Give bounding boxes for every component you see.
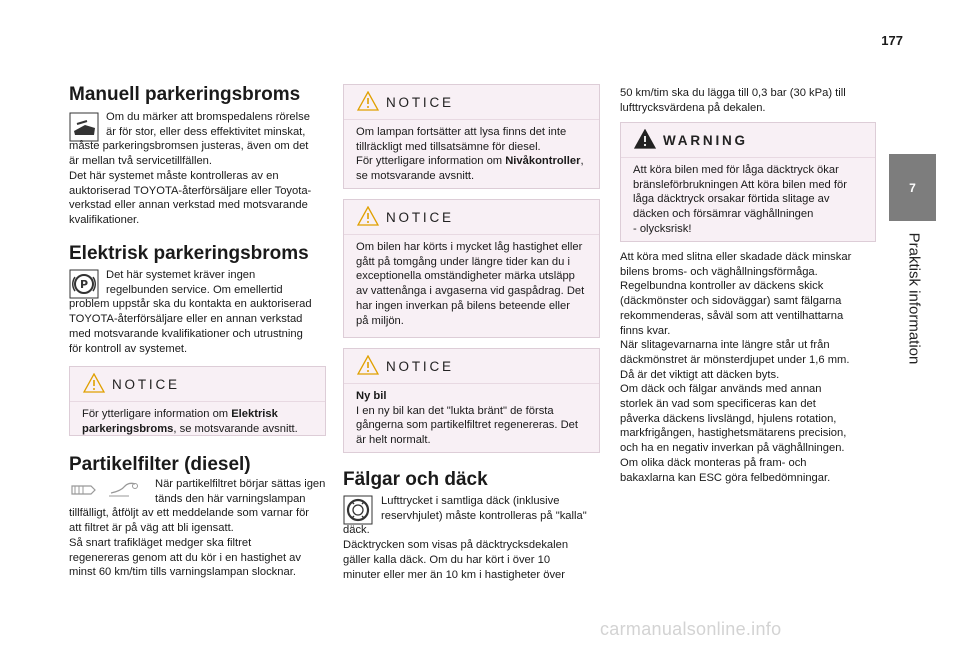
notice-box-new-car: NOTICE Ny bil I en ny bil kan det "lukta bränt" de första gångerna som partikelfiltret regenereras. Det är helt normalt. [343,348,600,453]
warning-triangle-icon [357,206,379,226]
svg-text:P: P [79,278,89,291]
heading-particulate-filter: Partikelfilter (diesel) [69,454,251,475]
notice-box-water-vapour: NOTICE Om bilen har körts i mycket låg hastighet eller gått på tomgång under längre tider kan du i exceptionella omständigheter märka utsläpp av vattenånga i avgaserna vid gaspådrag. Det har ingen inverkan på bilens beteende eller på miljön. [343,199,600,338]
tyre-pressure-continued: 50 km/tim ska du lägga till 0,3 bar (30 kPa) till lufttrycksvärdena på dekalen. [620,87,846,114]
column-2 [343,0,605,649]
electric-brake-text: Det här systemet kräver ingen regelbunden service. Om emellertid problem uppstår ska du kontakta en auktoriserad TOYOTA-återförsäljare eller en annan verkstad med motsvarande kvalifikationer och utrustning för kontroll av systemet. [69,269,312,355]
column-1 [69,0,331,649]
column-3 [620,0,882,649]
notice-box-additive: NOTICE Om lampan fortsätter att lysa finns det inte tillräckligt med tillsatsämne för diesel. För ytterligare information om Nivåkontroller, se motsvarande avsnitt. [343,84,600,189]
page-number: 177 [881,33,903,48]
notice-title: NOTICE [112,377,180,392]
chapter-number: 7 [909,181,916,195]
chapter-label-wrap [884,232,923,372]
notice-title: NOTICE [386,95,454,110]
warning-triangle-icon [357,355,379,375]
notice-title: NOTICE [386,359,454,374]
warning-triangle-icon [357,91,379,111]
tyres-text: Lufttrycket i samtliga däck (inklusive reservhjulet) måste kontrolleras på "kalla" däck. Däcktrycken som visas på däcktrycksdekalen gäller kalla däck. Om du har kört i över 10 minuter eller mer än 10 km i hastigheter över [343,495,587,581]
heading-wheels-and-tyres: Fälgar och däck [343,469,488,490]
chapter-label: Praktisk information [905,232,923,365]
watermark: carmanualsonline.info [600,619,782,639]
notice-box-electric-brake: NOTICE För ytterligare information om Elektrisk parkeringsbroms, se motsvarande avsnitt. [69,366,326,436]
tyre-wear-text: Att köra med slitna eller skadade däck minskar bilens broms- och väghållningsförmåga. Regelbundna kontroller av däckens skick (däckmönster och sidoväggar) samt fälgarna rekommenderas, såväl som att ventilhattarna finns kvar. När slitagevarnarna inte längre står ut från däckmönstret är mönsterdjupet under 1,6 mm. Då är det viktigt att däcken byts. Om däck och fälgar används med annan storlek än vad som specificeras kan det påverka däckens livslängd, hjulens rotation, markfrigången, hastighetsmätarens precision, och ha en negativ inverkan på väghållningen. Om olika däck monteras på fram- och bakaxlarna kan ESC göra felbedömningar. [620,251,852,484]
manual-brake-text: Om du märker att bromspedalens rörelse är för stor, eller dess effektivitet minskat, måste parkeringsbromsen justeras, även om det är mellan två servicetillfällen. Det här systemet måste kontrolleras av en auktoriserad TOYOTA-återförsäljare eller Toyota- verkstad eller annan verkstad med motsvarande kvalifikationer. [69,111,312,226]
warning-triangle-icon [634,129,656,149]
heading-manual-parking-brake: Manuell parkeringsbroms [69,84,301,105]
chapter-tab[interactable] [889,154,936,221]
warning-title: WARNING [663,133,748,148]
warning-triangle-icon [83,373,105,393]
warning-box-tyre-pressure: WARNING Att köra bilen med för låga däcktryck ökar bränsleförbrukningen Att köra bilen med för låga däcktryck orsakar förtida slitage av däcken och försämrar väghållningen - olycksrisk! [620,122,876,242]
notice-title: NOTICE [386,210,454,225]
particulate-filter-text: När partikelfiltret börjar sättas igen tänds den här varningslampan tillfälligt, åtföljt av ett meddelande som varnar för att filtret är på väg att bli igensatt. Så snart trafikläget medger ska filtret regenereras genom att du kör i en hastighet av minst 60 km/tim tills varningslampan slocknar. [69,478,326,579]
heading-electric-parking-brake: Elektrisk parkeringsbroms [69,243,309,264]
